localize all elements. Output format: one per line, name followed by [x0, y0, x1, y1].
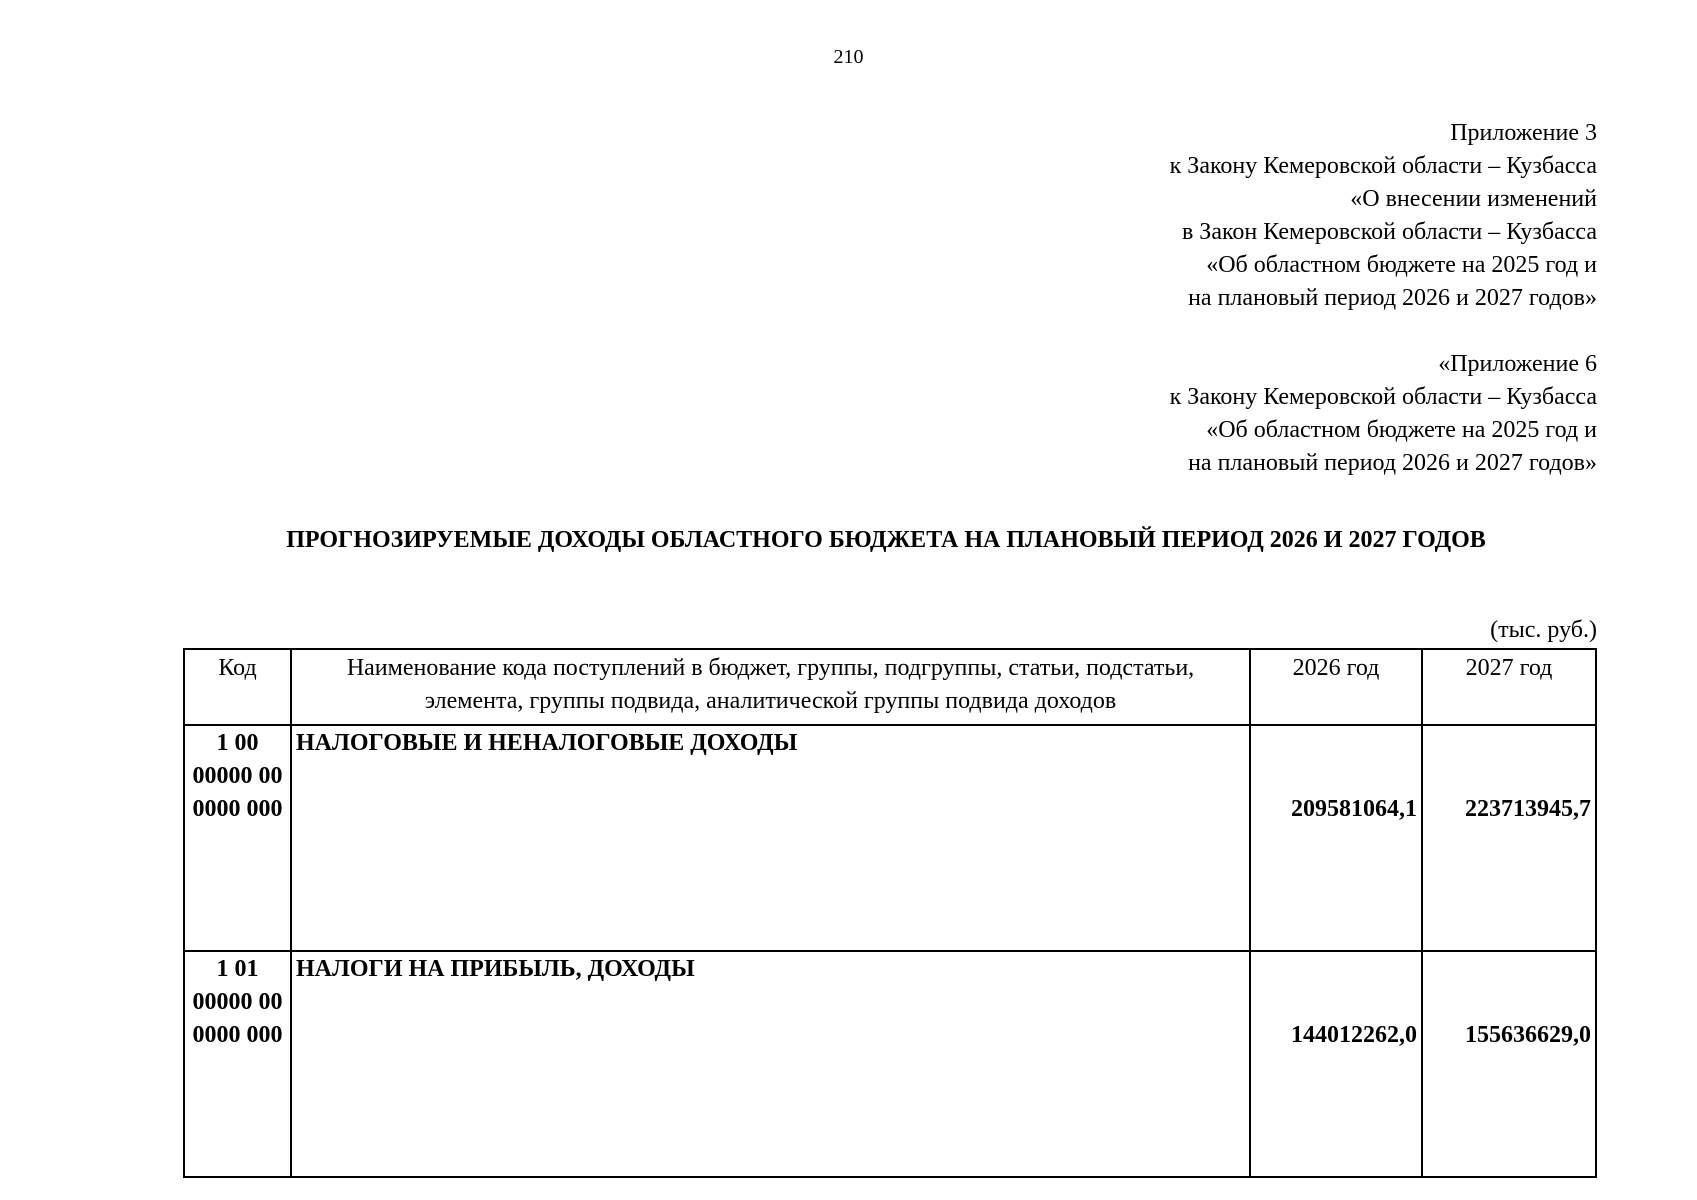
units-label: (тыс. руб.): [1490, 617, 1597, 643]
annex-block-1: [1170, 117, 1597, 315]
code-line: 00000 00: [192, 989, 283, 1015]
annex-line: «Об областном бюджете на 2025 год и: [1206, 417, 1597, 443]
code-line: 1 00: [216, 730, 259, 756]
header-name: Наименование кода поступлений в бюджет, группы, подгруппы, статьи, подстатьи, элемента, группы подвида, аналитической группы подвида доходов: [291, 649, 1250, 725]
income-table: [183, 648, 1597, 1178]
row-amount-2027: 155636629,0: [1422, 951, 1596, 1177]
code-line: 00000 00: [192, 763, 283, 789]
header-2027: 2027 год: [1422, 649, 1596, 725]
row-amount-2026: 209581064,1: [1250, 725, 1422, 951]
code-line: 0000 000: [192, 796, 283, 822]
table-row: [184, 951, 1596, 1177]
row-code: [184, 725, 291, 951]
document-title: ПРОГНОЗИРУЕМЫЕ ДОХОДЫ ОБЛАСТНОГО БЮДЖЕТА НА ПЛАНОВЫЙ ПЕРИОД 2026 И 2027 ГОДОВ: [286, 527, 1486, 553]
annex-line: к Закону Кемеровской области – Кузбасса: [1169, 153, 1597, 179]
row-amount-2026: 144012262,0: [1250, 951, 1422, 1177]
table-row: [184, 725, 1596, 951]
table-header-row: [184, 649, 1596, 725]
annex-line: на плановый период 2026 и 2027 годов»: [1188, 450, 1597, 476]
annex-line: «Приложение 6: [1438, 351, 1597, 377]
annex-line: Приложение 3: [1450, 120, 1597, 146]
annex-line: «О внесении изменений: [1350, 186, 1597, 212]
header-code: Код: [184, 649, 291, 725]
annex-block-2: [1170, 348, 1597, 480]
row-name: НАЛОГОВЫЕ И НЕНАЛОГОВЫЕ ДОХОДЫ: [291, 725, 1250, 951]
annex-line: к Закону Кемеровской области – Кузбасса: [1169, 384, 1597, 410]
header-2026: 2026 год: [1250, 649, 1422, 725]
row-name: НАЛОГИ НА ПРИБЫЛЬ, ДОХОДЫ: [291, 951, 1250, 1177]
row-amount-2027: 223713945,7: [1422, 725, 1596, 951]
code-line: 0000 000: [192, 1022, 283, 1048]
row-code: [184, 951, 291, 1177]
annex-line: в Закон Кемеровской области – Кузбасса: [1181, 219, 1597, 245]
code-line: 1 01: [216, 956, 259, 982]
page-number: 210: [833, 46, 864, 68]
annex-line: на плановый период 2026 и 2027 годов»: [1188, 285, 1597, 311]
annex-line: «Об областном бюджете на 2025 год и: [1206, 252, 1597, 278]
